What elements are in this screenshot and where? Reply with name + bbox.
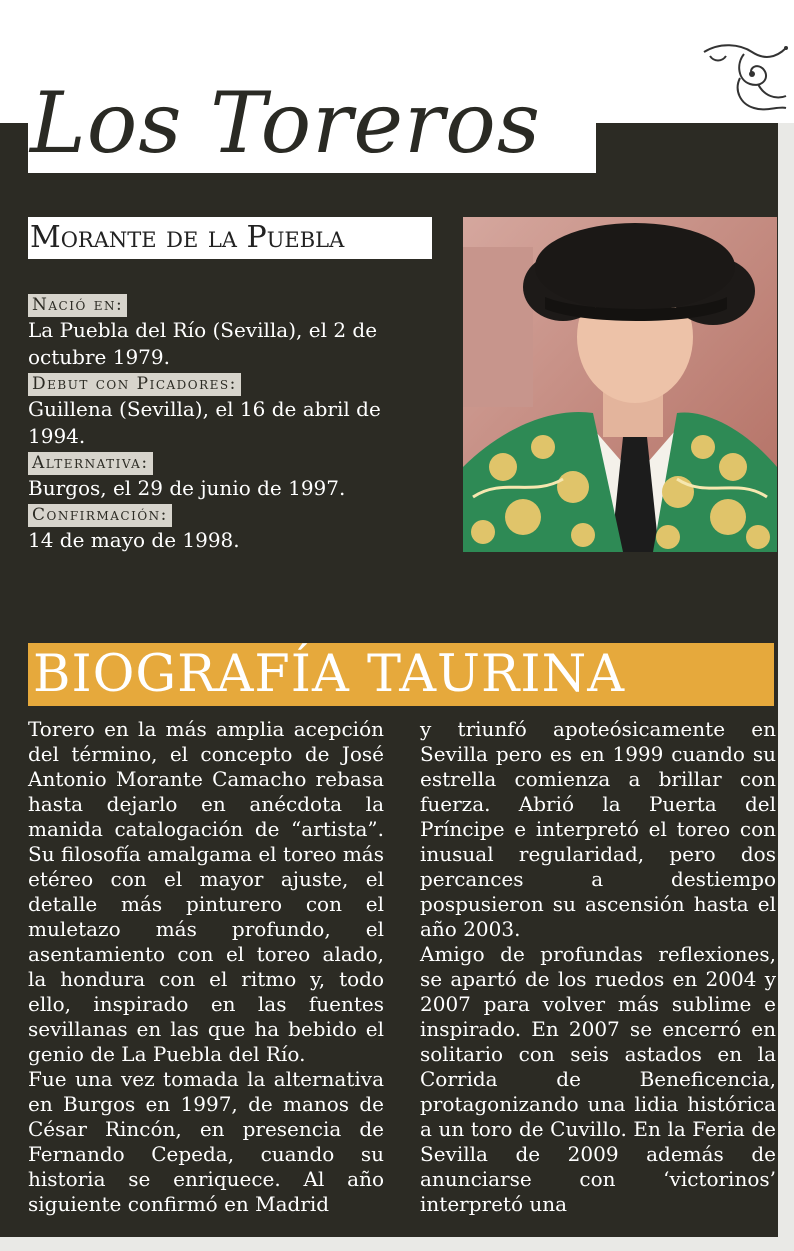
fact-label: Debut con Picadores: [28, 373, 241, 396]
biography-paragraph: Amigo de profundas reflexiones, se apartó de los ruedos en 2004 y 2007 para volver más sublime e inspirado. En 2007 se encerró en solitario con seis astados en la Corrida de Beneficencia, protagonizando una lidia histórica a un toro de Cuvillo. En la Feria de Sevilla de 2009 además de anunciarse con ‘victorinos’ interpretó una [420, 942, 776, 1216]
biography-column-right [420, 717, 776, 1217]
torero-portrait [463, 217, 777, 552]
biography-paragraph: y triunfó apoteósicamente en Sevilla pero es en 1999 cuando su estrella comienza a brillar con fuerza. Abrió la Puerta del Príncipe e interpretó el toreo con inusual regularidad, pero dos percances a destiempo pospusieron su ascensión hasta el año 2003. [420, 717, 776, 941]
biography-paragraph: Fue una vez tomada la alternativa en Burgos en 1997, de manos de César Rincón, en presencia de Fernando Cepeda, cuando su historia se enriquece. Al año siguiente confirmó en Madrid [28, 1067, 384, 1216]
biography-paragraph: Torero en la más amplia acepción del término, el concepto de José Antonio Morante Camacho rebasa hasta dejarlo en anécdota la manida catalogación de “artista”. Su filosofía amalgama el toreo más etéreo con el mayor ajuste, el detalle más pinturero con el muletazo más profundo, el asentamiento con el toreo alado, la hondura con el ritmo y, todo ello, inspirado en las fuentes sevillanas en las que ha bebido el genio de La Puebla del Río. [28, 717, 384, 1066]
portrait-illustration [463, 217, 777, 552]
page-edge-bottom [0, 1237, 794, 1251]
fact-value: Guillena (Sevilla), el 16 de abril de 1994. [28, 397, 381, 448]
biography-title: BIOGRAFÍA TAURINA [33, 645, 626, 704]
fact-alternativa [28, 450, 428, 502]
fact-label: Confirmación: [28, 504, 172, 527]
flourish-ornament-icon [700, 38, 790, 118]
fact-value: 14 de mayo de 1998. [28, 528, 240, 552]
page-edge-right [778, 123, 794, 1251]
fact-value: La Puebla del Río (Sevilla), el 2 de octubre 1979. [28, 318, 378, 369]
fact-debut [28, 371, 428, 450]
fact-label: Nació en: [28, 294, 127, 317]
page-title: Los Toreros [30, 74, 541, 172]
fact-value: Burgos, el 29 de junio de 1997. [28, 476, 346, 500]
biography-column-left [28, 717, 384, 1217]
torero-name: Morante de la Puebla [30, 220, 345, 255]
info-block [28, 292, 428, 554]
fact-confirmacion [28, 502, 428, 554]
fact-label: Alternativa: [28, 452, 153, 475]
fact-birth [28, 292, 428, 371]
